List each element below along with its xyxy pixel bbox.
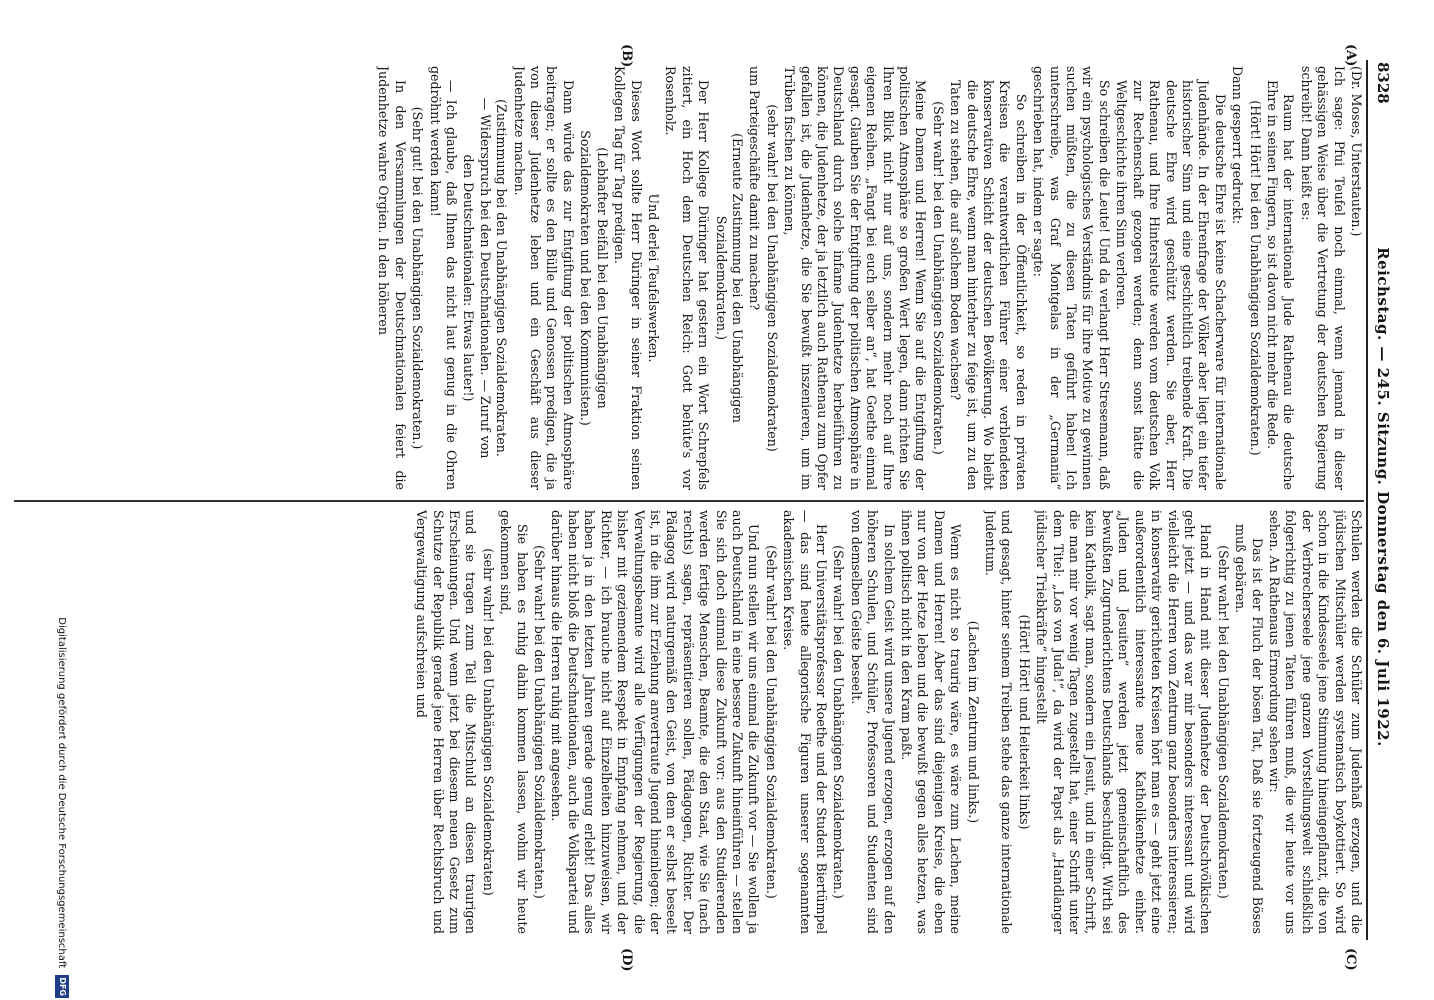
paragraph: Meine Damen und Herren! Wenn Sie auf die Entgiftung der politischen Atmosphäre so großen Wert legen, dann richten Sie Ihren Blick nicht nur auf uns, sondern mehr noch auf Ihre eigenen Reihen. „Fangt bei euch selber an“, hat Goethe einmal gesagt. Glauben Sie der Entgiftung der politischen Atmosphäre in Deutschland durch solche infame Judenhetze herbeiführen zu können, die Judenhetze, der ja letztlich auch Rathenau zum Opfer gefallen ist, die Judenhetze, die Sie bewußt inszenieren, um im Trüben fischen zu können,	[782, 66, 929, 490]
page-header	[1368, 62, 1398, 932]
interjection: (Sehr wahr! bei den Unabhängigen Sozialdemokraten.)	[930, 101, 946, 455]
paragraph: Wenn es nicht so traurig wäre, es wäre zum Lachen, meine Damen und Herren! Aber das sind diejenigen Kreise, die eben nur von der Hetze leben und die bewußt gegen alles hetzen, was ihnen politisch nicht in den Kram paßt.	[899, 510, 964, 934]
paragraph: In solchem Geist wird unsere Jugend erzogen, erzogen auf den höheren Schulen, und Schüler, Professoren und Studenten sind von demselben Geiste beseelt.	[848, 510, 897, 934]
header-title: Reichstag. — 245. Sitzung. Donnerstag den 6. Juli 1922.	[1374, 247, 1392, 747]
interjection: Und derlei Teufelswerken.	[645, 193, 661, 363]
paragraph: Dann gesperrt gedruckt:	[1230, 66, 1246, 225]
paragraph: Dann würde das zur Entgiftung der politischen Atmosphäre beitragen; er sollte es den Bülle und Genossen predigen, die ja von dieser Judenhetze leben und ein Geschäft aus dieser Judenhetze machen.	[511, 66, 576, 490]
column-divider	[14, 500, 1364, 502]
left-column	[14, 66, 1364, 490]
paragraph: Hand in Hand mit dieser Judenhetze der Deutschvölkischen geht jetzt — und das war mir besonders interessant und wird vielleicht die Herren vom Zentrum ganz besonders interessieren; in konservativ gerichteten Kreisen hört man es — geht jetzt eine außerordentlich interessante neue Katholikenhetze einher. „Juden und Jesuiten“ werden jetzt gemeinschaftlich des bewußten Zugrunderichtens Deutschlands beschuldigt. Wirth sei kein Katholik, sagt man, sondern ein Jesuit, und in einer Schrift, die man mir vor wenig Tagen zugestellt hat, einer Schrift unter dem Titel: „Los von Juda!“, da wird der Papst als „Handlanger jüdischer Triebkräfte“ hingestellt	[1034, 510, 1214, 934]
paragraph: In den Versammlungen der Deutschnationalen feiert die Judenhetze wahre Orgien. In den höheren	[376, 66, 408, 490]
interjection: (Lachen im Zentrum und links.)	[965, 620, 981, 824]
interjection: (Hört! Hört! und Heiterkeit links)	[1016, 614, 1032, 830]
interjection: (Zustimmung bei den Unabhängigen Sozialdemokraten. — Widerspruch bei den Deutschnationalen. — Zuruf von den Deutschnationalen: Etwas lauter!)	[461, 97, 510, 459]
interjection: (Erneute Zustimmung bei den Unabhängigen Sozialdemokraten.)	[713, 133, 745, 423]
paragraph: — Ich glaube, daß Ihnen das nicht laut genug in die Ohren gedröhnt werden kann!	[427, 66, 460, 490]
quoted-passage: So schreiben in der Öffentlichkeit, so reden in privaten Kreisen die verantwortlichen Führer einer verblendeten konservativen Schicht der deutschen Bevölkerung. Wo bleibt die deutsche Ehre, wenn man hinterher zu feige ist, um zu den Taten zu stehen, die auf solchem Boden wachsen?	[948, 80, 1029, 490]
paragraph: und gesagt, hinter seinem Treiben stehe das ganze internationale Judentum.	[983, 510, 1015, 934]
right-column	[14, 510, 1364, 934]
digitization-credit	[52, 2, 70, 998]
credit-text: Digitalisierung gefördert durch die Deutsche Forschungsgemeinschaft	[56, 617, 67, 969]
paragraph: um Parteigeschäfte damit zu machen?	[747, 66, 763, 311]
margin-mark-d: (D)	[619, 948, 634, 972]
paragraph: Ich sage: Pfui Teufel noch einmal, wenn jemand in dieser gehässigen Weise über die Vertretung der deutschen Regierung schreibt! Dann heißt es:	[1298, 66, 1347, 490]
margin-mark-b: (B)	[619, 44, 634, 68]
paragraph: Schulen werden die Schüler zum Judenhaß erzogen, und die jüdischen Mitschüler werden systematisch boykottiert. So wird schon in die Kindesseele jene Stimmung hineingepflanzt, die von der Verbrecherseele jene ganzen Vorstellungswelt schließlich folgerichtig zu jenen Taten führen muß, die wir heute vor uns sehen. An Rathenaus Ermordung sehen wir:	[1266, 510, 1364, 934]
paragraph: Der Herr Kollege Düringer hat gestern ein Wort Schrepfels zitiert, ein Hoch dem Deutschen Reich: Gott behüte's vor Rosenholz.	[663, 66, 712, 490]
header-rule	[1366, 60, 1368, 940]
interjection: (Sehr wahr! bei den Unabhängigen Sozialdemokraten.)	[1215, 545, 1231, 899]
dfg-logo: DFG	[55, 975, 69, 998]
margin-mark-a: (A)	[1343, 44, 1358, 67]
paragraph: So schreiben die Leute! Und da verlangt Herr Stresemann, daß wir ein psychologisches Verständnis für ihre Motive zu gewinnen suchen müßten, die zu diesen Taten geführt haben! Ich unterschreibe, was Graf Montgelas in der „Germania“ geschrieben hat, indem er sagte:	[1031, 66, 1112, 490]
paragraph: Und nun stellen wir uns einmal die Zukunft vor — Sie wollen ja auch Deutschland in eine bessere Zukunft hineinführen — stellen Sie sich doch einmal diese Zukunft vor: aus den Studierenden werden fertige Menschen, Beamte, die den Staat, wie Sie (nach rechts) sagen, repräsentieren sollen, Pädagogen, Richter. Der Pädagog wird naturgemäß den Geist, von dem er selbst beseelt ist, in die ihm zur Erziehung anvertraute Jugend hineinlegen; der Verwaltungsbeamte wird alle Verfügungen der Regierung, die bisher mit geziemendem Respekt in Empfang nehmen, und der Richter, — ich brauche nicht auf Einzelheiten hinzuweisen, wir haben ja in den letzten Jahren gerade genug erlebt! Das alles haben nicht bloß die Deutschnationalen, auch die Volkspartei und darüber hinaus die Herren ruhig mit angesehen.	[549, 510, 762, 934]
page-number: 8328	[1374, 62, 1392, 104]
margin-mark-c: (C)	[1343, 948, 1358, 971]
interjection: (sehr wahr! bei den Unabhängigen Sozialdemokraten)	[480, 548, 496, 896]
interjection: (Hört! Hört! bei den Unabhängigen Sozialdemokraten.)	[1247, 100, 1263, 456]
interjection: (Sehr wahr! bei den Unabhängigen Sozialdemokraten.)	[532, 545, 548, 899]
interjection: (sehr wahr! bei den Unabhängigen Sozialdemokraten)	[764, 104, 780, 452]
paragraph: Sie haben es ruhig dahin kommen lassen, wohin wir heute gekommen sind,	[498, 510, 530, 934]
quoted-passage: Die deutsche Ehre ist keine Schacherware für internationale Judenhände. In der Ehrenfrage der Völker aber liegt ein tiefer historischer Sinn und eine geschichtlich treibende Kraft. Die deutsche Ehre wird geschützt werden. Sie aber, Herr Rathenau, und Ihre Hintersleute werden vom deutschen Volk zur Rechenschaft gezogen werden; denn sonst hätte die Weltgeschichte ihren Sinn verloren.	[1114, 80, 1228, 490]
quoted-passage: Das ist der Fluch der bösen Tat, Daß sie fortzeugend Böses muß gebären.	[1233, 524, 1265, 934]
interjection: (Sehr wahr! bei den Unabhängigen Sozialdemokraten.)	[831, 545, 847, 899]
paragraph: Herr Universitätsprofessor Roethe und der Student Biertümpel — das sind heute allegorische Figuren unserer sogenannten akademischen Kreise.	[781, 510, 829, 934]
interjection: (Lebhafter Beifall bei den Unabhängigen Sozialdemokraten und bei den Kommunisten.)	[578, 130, 610, 426]
paragraph: und sie tragen zum Teil die Mitschuld an diesen traurigen Erscheinungen. Und wenn jetzt bei diesem neuen Gesetz zum Schutze der Republik gerade jene Herren über Rechtsbruch und Vergewaltigung aufschreien und	[414, 510, 479, 934]
interjection: (Sehr gut! bei den Unabhängigen Sozialdemokraten.)	[410, 106, 426, 450]
quoted-passage: Raum hat der internationale Jude Rathenau die deutsche Ehre in seinen Fingern, so ist davon nicht mehr die Rede.	[1264, 80, 1297, 490]
paragraph: (Dr. Moses, Unterstauten.)	[1349, 66, 1364, 237]
paragraph: Dieses Wort sollte Herr Düringer in seiner Fraktion seinen Kollegen Tag für Tag predigen.	[612, 66, 644, 490]
interjection: (Sehr wahr! bei den Unabhängigen Sozialdemokraten.)	[763, 545, 779, 899]
